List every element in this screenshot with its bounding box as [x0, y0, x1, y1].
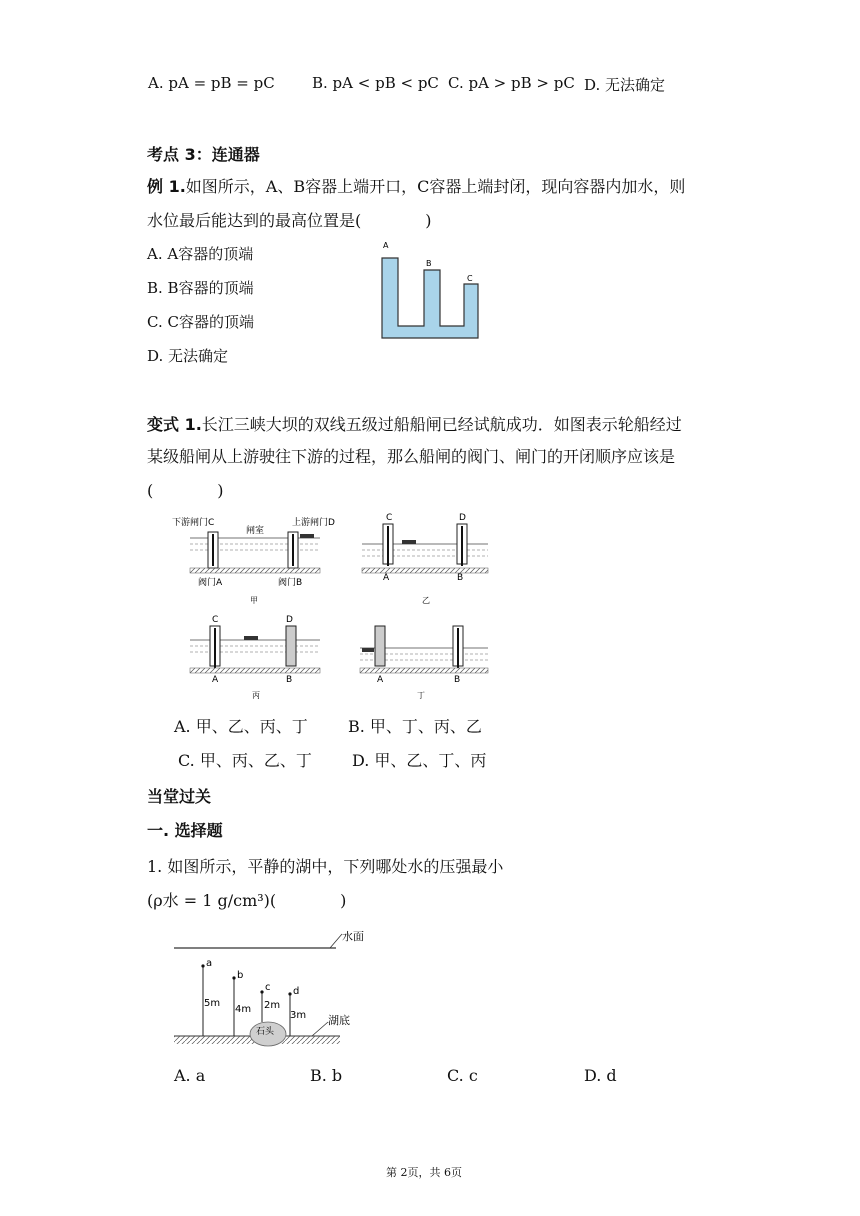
variant-line1 — [147, 412, 682, 435]
label-rock: 石头 — [256, 1027, 275, 1037]
quiz-heading: 当堂过关 — [147, 787, 212, 806]
example-option-c: C. C容器的顶端 — [147, 313, 254, 331]
lake-figure — [170, 926, 390, 1052]
label-a-ding: A — [377, 675, 384, 685]
example-option-b: B. B容器的顶端 — [147, 279, 254, 297]
label-a-bing: A — [212, 675, 219, 685]
label-up-gate: 上游闸门D — [292, 518, 335, 528]
q1-option-b: B. b — [310, 1066, 343, 1085]
label-d-bing: D — [286, 615, 293, 625]
label-c-bing: C — [212, 615, 219, 625]
variant-label: 变式 1. — [147, 415, 202, 434]
panel-ding — [360, 626, 488, 700]
panel-bing — [190, 615, 320, 700]
example-option-d: D. 无法确定 — [147, 347, 229, 365]
q1-option-a: A. a — [174, 1066, 206, 1085]
label-b-bing: B — [286, 675, 293, 685]
variant-line3: ( ) — [147, 481, 224, 500]
option-a: A. pA = pB = pC — [148, 74, 275, 92]
label-bottom: 湖底 — [328, 1014, 350, 1027]
height-c: 2m — [264, 1000, 281, 1011]
label-jia: 甲 — [250, 596, 258, 605]
label-lock: 闸室 — [246, 526, 265, 536]
height-b: 4m — [235, 1004, 252, 1015]
page-footer: 第 2页，共 6页 — [386, 1166, 462, 1179]
label-surface: 水面 — [342, 930, 364, 943]
label-a-yi: A — [383, 573, 390, 583]
label-yi: 乙 — [422, 596, 430, 605]
height-a: 5m — [204, 998, 221, 1009]
variant-option-a: A. 甲、乙、丙、丁 — [174, 717, 308, 736]
point-c: c — [265, 982, 271, 993]
quiz-subheading: 一. 选择题 — [147, 821, 223, 840]
connected-vessel-figure — [378, 238, 484, 342]
example-text1: 如图所示，A、B容器上端开口，C容器上端封闭，现向容器内加水，则 — [185, 177, 686, 196]
q1-option-d: D. d — [584, 1066, 617, 1085]
q1-line1: 1. 如图所示，平静的湖中，下列哪处水的压强最小 — [147, 857, 504, 876]
label-d-yi: D — [459, 513, 466, 523]
variant-option-d: D. 甲、乙、丁、丙 — [352, 751, 487, 770]
panel-jia — [172, 516, 335, 605]
vessel-label-c: C — [467, 274, 473, 283]
panel-yi — [362, 513, 488, 605]
variant-option-b: B. 甲、丁、丙、乙 — [348, 717, 482, 736]
vessel-shape — [382, 258, 478, 338]
example-label: 例 1. — [147, 177, 186, 196]
label-down-gate: 下游闸门C — [172, 518, 215, 528]
label-valve-b: 阀门B — [278, 578, 303, 588]
vessel-label-b: B — [426, 259, 432, 268]
point-d: d — [293, 986, 300, 997]
example-line2: 水位最后能达到的最高位置是( ) — [147, 211, 432, 230]
label-ding: 丁 — [417, 691, 425, 700]
point-a: a — [206, 958, 213, 969]
q1-line2: (ρ水 = 1 g/cm³)( ) — [147, 891, 347, 910]
option-b: B. pA < pB < pC — [312, 74, 439, 92]
label-b-ding: B — [454, 675, 461, 685]
example-option-a: A. A容器的顶端 — [147, 245, 254, 263]
example-line1 — [147, 174, 685, 197]
point-b: b — [237, 970, 244, 981]
option-d: D. 无法确定 — [584, 76, 666, 94]
ship-lock-figure — [170, 508, 500, 700]
label-bing: 丙 — [252, 691, 260, 700]
variant-option-c: C. 甲、丙、乙、丁 — [178, 751, 312, 770]
section-heading: 考点 3：连通器 — [147, 145, 260, 164]
height-d: 3m — [290, 1010, 307, 1021]
label-valve-a: 阀门A — [198, 578, 223, 588]
label-c-yi: C — [386, 513, 393, 523]
option-c: C. pA > pB > pC — [448, 74, 575, 92]
label-b-yi: B — [457, 573, 464, 583]
q1-option-c: C. c — [447, 1066, 478, 1085]
variant-text1: 长江三峡大坝的双线五级过船船闸已经试航成功．如图表示轮船经过 — [201, 415, 682, 434]
variant-line2: 某级船闸从上游驶往下游的过程，那么船闸的阀门、闸门的开闭顺序应该是 — [147, 447, 676, 466]
vessel-label-a: A — [383, 241, 389, 250]
